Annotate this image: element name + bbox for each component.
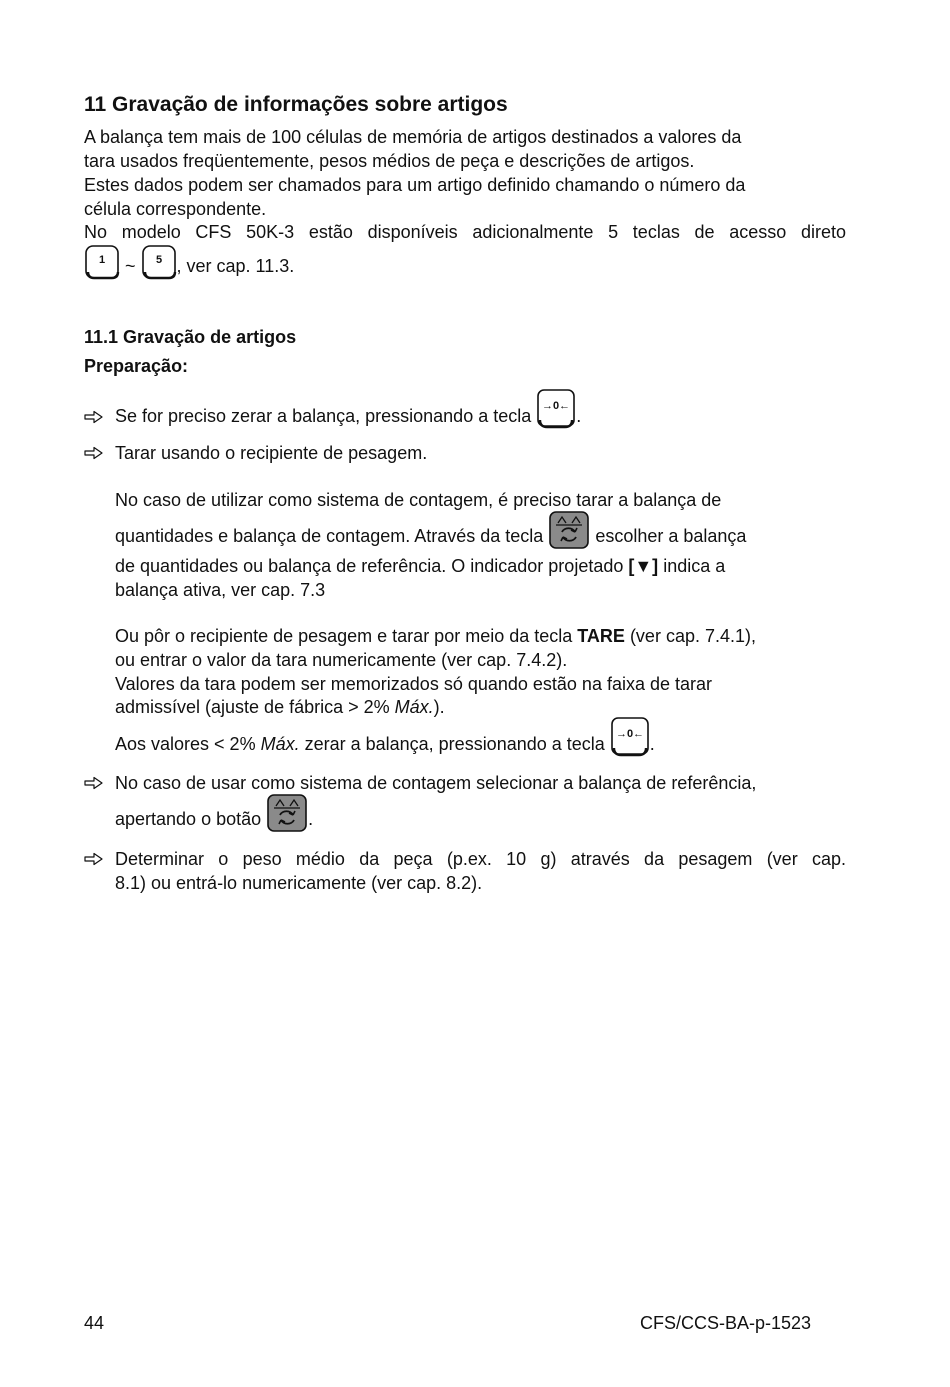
tare-line-4a: admissível (ajuste de fábrica > 2% <box>115 697 395 717</box>
arrow-bullet-icon <box>84 410 104 424</box>
piece-weight-line-2: 8.1) ou entrá-lo numericamente (ver cap. 8.2). <box>115 873 483 893</box>
tare-line-1 <box>115 624 846 648</box>
tare-line-3: Valores da tara podem ser memorizados só quando estão na faixa de tarar <box>115 674 713 694</box>
intro-line-4: célula correspondente. <box>84 199 267 219</box>
intro-line-1: A balança tem mais de 100 células de memória de artigos destinados a valores da <box>84 127 742 147</box>
document-code: CFS/CCS-BA-p-1523 <box>640 1313 812 1333</box>
tare-line-5 <box>115 716 846 775</box>
tare-line-4c: ). <box>433 697 445 717</box>
zero-key-label: →0← <box>615 728 644 740</box>
tare-line-5c: zerar a balança, pressionando a tecla <box>299 734 610 754</box>
reference-scale-line-2a: apertando o botão <box>115 809 267 829</box>
page-number: 44 <box>84 1313 105 1333</box>
intro-line-2: tara usados freqüentemente, pesos médios de peça e descrições de artigos. <box>84 151 695 171</box>
tare-line-1a: Ou pôr o recipiente de pesagem e tarar por meio da tecla <box>115 626 578 646</box>
counting-line-4: balança ativa, ver cap. 7.3 <box>115 580 326 600</box>
counting-line-3c: indica a <box>658 556 726 576</box>
intro-line-3: Estes dados podem ser chamados para um artigo definido chamando o número da <box>84 175 746 195</box>
arrow-bullet-icon <box>84 776 104 790</box>
reference-scale-line-1: No caso de usar como sistema de contagem selecionar a balança de referência, <box>115 773 757 793</box>
direct-key-5-icon <box>141 244 177 294</box>
bullet-zero-scale-end: . <box>576 406 582 426</box>
intro-line-5: No modelo CFS 50K-3 estão disponíveis adicionalmente 5 teclas de acesso direto <box>84 222 846 242</box>
direct-key-1-icon <box>84 244 120 294</box>
bullet-zero-scale <box>115 388 846 447</box>
reference-scale-line-2 <box>115 793 846 850</box>
tare-line-5d: . <box>649 734 655 754</box>
tare-key-name: TARE <box>577 626 625 646</box>
tare-line-5a: Aos valores < 2% <box>115 734 261 754</box>
scale-toggle-key-icon <box>266 793 308 850</box>
zero-key-icon <box>536 388 576 447</box>
tilde-separator: ~ <box>120 256 141 276</box>
page-heading: 11 Gravação de informações sobre artigos <box>84 93 508 116</box>
direct-keys-line <box>84 244 846 294</box>
zero-key-icon <box>610 716 650 775</box>
bullet-zero-scale-text: Se for preciso zerar a balança, pressionando a tecla <box>115 406 537 426</box>
arrow-bullet-icon <box>84 446 104 460</box>
counting-line-1: No caso de utilizar como sistema de contagem, é preciso tarar a balança de <box>115 490 722 510</box>
section-title: 11.1 Gravação de artigos <box>84 327 297 347</box>
chapter-reference: , ver cap. 11.3. <box>176 256 295 276</box>
direct-key-1-label: 1 <box>98 254 106 266</box>
counting-line-2a: quantidades e balança de contagem. Através da tecla <box>115 526 549 546</box>
reference-scale-line-2b: . <box>308 809 314 829</box>
counting-line-3 <box>115 554 846 578</box>
preparation-label: Preparação: <box>84 356 189 376</box>
max-abbrev: Máx. <box>260 734 300 754</box>
max-abbrev: Máx. <box>394 697 434 717</box>
counting-line-2b: escolher a balança <box>590 526 747 546</box>
arrow-bullet-icon <box>84 852 104 866</box>
zero-key-label: →0← <box>542 400 571 412</box>
bullet-tare-container: Tarar usando o recipiente de pesagem. <box>115 443 428 463</box>
tare-line-2: ou entrar o valor da tara numericamente (ver cap. 7.4.2). <box>115 650 568 670</box>
piece-weight-line-1: Determinar o peso médio da peça (p.ex. 10 g) através da pesagem (ver cap. <box>115 849 846 869</box>
counting-line-3a: de quantidades ou balança de referência. O indicador projetado <box>115 556 629 576</box>
tare-line-1c: (ver cap. 7.4.1), <box>624 626 756 646</box>
active-scale-indicator: [▼] <box>628 556 659 576</box>
direct-key-5-label: 5 <box>155 254 162 266</box>
